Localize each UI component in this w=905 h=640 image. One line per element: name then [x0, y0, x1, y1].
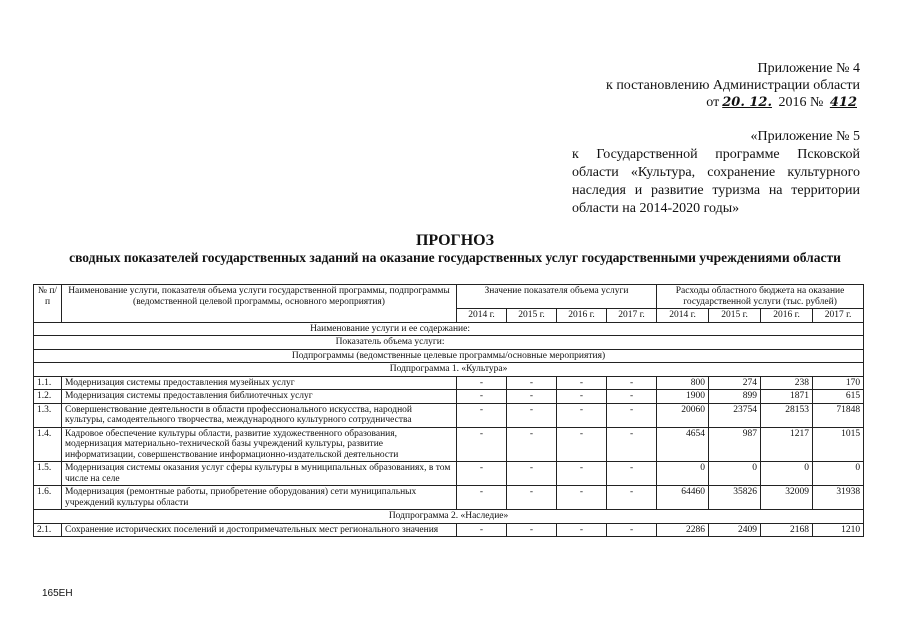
- table-row: [34, 322, 864, 336]
- row-value: -: [607, 462, 657, 486]
- row-value: -: [457, 462, 507, 486]
- row-value: -: [557, 376, 607, 390]
- row-name: Модернизация системы оказания услуг сферы культуры в муниципальных образованиях, в том числе на селе: [62, 462, 457, 486]
- row-name: Совершенствование деятельности в области профессионального искусства, народной культуры, самодеятельного творчества, международного культурного сотрудничества: [62, 403, 457, 427]
- row-expense: 2409: [709, 523, 761, 537]
- header-year: 2015 г.: [709, 309, 761, 323]
- row-value: -: [607, 403, 657, 427]
- row-value: -: [607, 376, 657, 390]
- row-name: Модернизация системы предоставления музейных услуг: [62, 376, 457, 390]
- row-expense: 987: [709, 427, 761, 462]
- header-value-group: Значение показателя объема услуги: [457, 285, 657, 309]
- row-value: -: [507, 486, 557, 510]
- row-value: -: [557, 390, 607, 404]
- row-value: -: [557, 486, 607, 510]
- title-main: ПРОГНОЗ: [415, 232, 495, 249]
- header-year: 2016 г.: [761, 309, 813, 323]
- row-num: 1.2.: [34, 390, 62, 404]
- row-expense: 20060: [657, 403, 709, 427]
- annex-number: Приложение № 4: [757, 61, 860, 76]
- date-year: 2016 №: [778, 95, 824, 110]
- annex-quote-body: к Государственной программе Псковской области «Культура, сохранение культурного наследия и развитие туризма на территории области на 2014-2020 годы»: [572, 147, 860, 216]
- header-num: № п/п: [34, 285, 62, 323]
- row-value: -: [457, 486, 507, 510]
- row-num: 1.4.: [34, 427, 62, 462]
- annex-date-line: [560, 94, 860, 111]
- row-value: -: [507, 523, 557, 537]
- header-name: Наименование услуги, показателя объема услуги государственной программы, подпрограммы (ведомственной целевой программы, основного мероприятия): [62, 285, 457, 323]
- row-expense: 1015: [813, 427, 864, 462]
- row-value: -: [607, 427, 657, 462]
- row-value: -: [457, 403, 507, 427]
- row-expense: 28153: [761, 403, 813, 427]
- annex-resolution: к постановлению Администрации области: [606, 78, 860, 93]
- row-value: -: [507, 376, 557, 390]
- row-expense: 31938: [813, 486, 864, 510]
- row-num: 1.6.: [34, 486, 62, 510]
- table-row: [34, 376, 864, 390]
- subprograms-label: Подпрограммы (ведомственные целевые программы/основные мероприятия): [34, 349, 864, 363]
- row-value: -: [507, 462, 557, 486]
- row-value: -: [457, 376, 507, 390]
- row-value: -: [557, 462, 607, 486]
- row-expense: 4654: [657, 427, 709, 462]
- row-expense: 23754: [709, 403, 761, 427]
- table-row: [34, 349, 864, 363]
- row-name: Сохранение исторических поселений и достопримечательных мест регионального значения: [62, 523, 457, 537]
- header-year: 2014 г.: [657, 309, 709, 323]
- row-value: -: [607, 523, 657, 537]
- row-expense: 1871: [761, 390, 813, 404]
- document-title: [40, 232, 870, 265]
- row-expense: 2168: [761, 523, 813, 537]
- row-expense: 2286: [657, 523, 709, 537]
- row-expense: 238: [761, 376, 813, 390]
- row-num: 1.3.: [34, 403, 62, 427]
- date-day: 20. 12.: [722, 95, 772, 110]
- date-prefix: от: [706, 95, 720, 110]
- row-expense: 1900: [657, 390, 709, 404]
- header-year: 2017 г.: [813, 309, 864, 323]
- row-num: 2.1.: [34, 523, 62, 537]
- row-value: -: [507, 403, 557, 427]
- row-value: -: [507, 390, 557, 404]
- header-year: 2015 г.: [507, 309, 557, 323]
- table-row: [34, 336, 864, 350]
- row-expense: 0: [813, 462, 864, 486]
- row-value: -: [557, 403, 607, 427]
- row-num: 1.5.: [34, 462, 62, 486]
- indicator-label: Показатель объема услуги:: [34, 336, 864, 350]
- row-value: -: [457, 427, 507, 462]
- row-expense: 35826: [709, 486, 761, 510]
- row-expense: 71848: [813, 403, 864, 427]
- forecast-table: [33, 284, 864, 537]
- row-expense: 32009: [761, 486, 813, 510]
- subprogram-1-label: Подпрограмма 1. «Культура»: [34, 363, 864, 377]
- row-expense: 0: [709, 462, 761, 486]
- row-value: -: [607, 486, 657, 510]
- title-subtitle: сводных показателей государственных заданий на оказание государственных услуг государственными учреждениями области: [69, 250, 841, 265]
- row-expense: 0: [657, 462, 709, 486]
- annex-quote: [572, 128, 860, 218]
- row-expense: 274: [709, 376, 761, 390]
- row-expense: 1210: [813, 523, 864, 537]
- row-expense: 800: [657, 376, 709, 390]
- row-value: -: [507, 427, 557, 462]
- header-expense-group: Расходы областного бюджета на оказание государственной услуги (тыс. рублей): [657, 285, 864, 309]
- row-value: -: [457, 523, 507, 537]
- row-value: -: [457, 390, 507, 404]
- annex-quote-number: «Приложение № 5: [750, 129, 860, 144]
- table-row: [34, 523, 864, 537]
- header-year: 2016 г.: [557, 309, 607, 323]
- row-value: -: [557, 523, 607, 537]
- annex-header: [560, 60, 860, 111]
- header-year: 2017 г.: [607, 309, 657, 323]
- row-expense: 64460: [657, 486, 709, 510]
- footer-code: 165ЕН: [42, 588, 73, 599]
- row-name: Модернизация системы предоставления библиотечных услуг: [62, 390, 457, 404]
- row-name: Кадровое обеспечение культуры области, развитие художественного образования, модернизация материально-технической базы учреждений культуры, развитие информатизации, совершенствование информационно-издательской деятельности: [62, 427, 457, 462]
- table-row: [34, 510, 864, 524]
- subprogram-1-rows: [34, 376, 864, 510]
- row-expense: 0: [761, 462, 813, 486]
- table-row: [34, 363, 864, 377]
- header-year: 2014 г.: [457, 309, 507, 323]
- subprogram-2-label: Подпрограмма 2. «Наследие»: [34, 510, 864, 524]
- table-row: [34, 462, 864, 486]
- table-row: [34, 427, 864, 462]
- row-name: Модернизация (ремонтные работы, приобретение оборудования) сети муниципальных учреждений культуры области: [62, 486, 457, 510]
- row-expense: 170: [813, 376, 864, 390]
- row-value: -: [557, 427, 607, 462]
- table-row: [34, 486, 864, 510]
- document-number: 412: [829, 95, 857, 110]
- row-expense: 1217: [761, 427, 813, 462]
- service-name-label: Наименование услуги и ее содержание:: [34, 322, 864, 336]
- row-num: 1.1.: [34, 376, 62, 390]
- table-row: [34, 390, 864, 404]
- row-expense: 899: [709, 390, 761, 404]
- table-row: [34, 403, 864, 427]
- row-expense: 615: [813, 390, 864, 404]
- row-value: -: [607, 390, 657, 404]
